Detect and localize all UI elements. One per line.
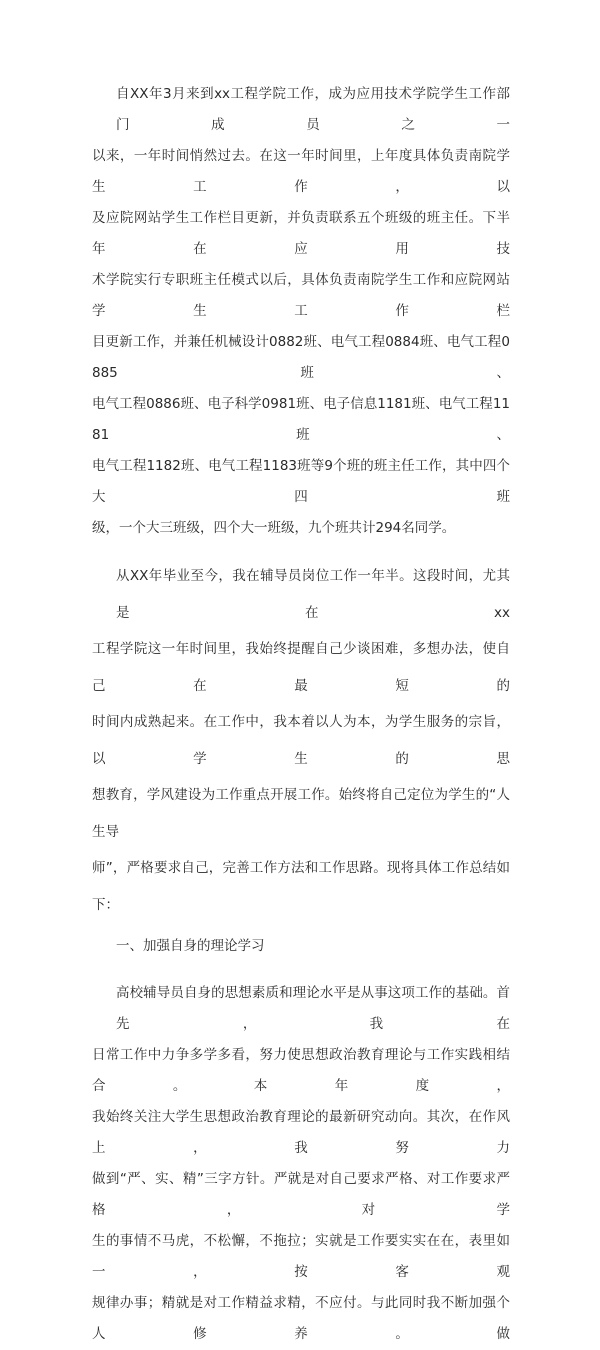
text-line: 及应院网站学生工作栏目更新，并负责联系五个班级的班主任。下半年在应用技 (92, 210, 510, 257)
text-line: 电气工程0886班、电子科学0981班、电子信息1181班、电气工程1181班、 (92, 396, 510, 443)
text-line: 目更新工作，并兼任机械设计0882班、电气工程0884班、电气工程0885班、 (92, 334, 510, 381)
text-line: 电气工程1182班、电气工程1183班等9个班的班主任工作，其中四个大四班 (92, 458, 510, 505)
text-line: 术学院实行专职班主任模式以后，具体负责南院学生工作和应院网站学生工作栏 (92, 272, 510, 319)
text-line: 自XX年3月来到xx工程学院工作，成为应用技术学院学生工作部门成员之一 (116, 86, 510, 133)
paragraph-1 (92, 79, 510, 544)
text-line: 我始终关注大学生思想政治教育理论的最新研究动向。其次，在作风上，我努力 (92, 1109, 510, 1156)
text-line: 日常工作中力争多学多看，努力使思想政治教育理论与工作实践相结合。本年度， (92, 1047, 510, 1094)
text-line: 工程学院这一年时间里，我始终提醒自己少谈困难，多想办法，使自己在最短的 (92, 641, 510, 694)
text-line: 想教育，学风建设为工作重点开展工作。始终将自己定位为学生的“人生导 (92, 787, 510, 840)
text-line: 生的事情不马虎，不松懈，不拖拉；实就是工作要实实在在，表里如一，按客观 (92, 1233, 510, 1280)
text-line: 师”，严格要求自己，完善工作方法和工作思路。现将具体工作总结如下： (92, 860, 510, 913)
text-line: 高校辅导员自身的思想素质和理论水平是从事这项工作的基础。首先，我在 (116, 985, 510, 1032)
paragraph-3 (92, 978, 510, 1350)
text-line: 时间内成熟起来。在工作中，我本着以人为本，为学生服务的宗旨，以学生的思 (92, 714, 510, 767)
paragraph-2 (92, 558, 510, 923)
text-line: 规律办事；精就是对工作精益求精，不应付。与此同时我不断加强个人修养。做 (92, 1295, 510, 1342)
text-line: 做到“严、实、精”三字方针。严就是对自己要求严格、对工作要求严格，对学 (92, 1171, 510, 1218)
section-heading: 一、加强自身的理论学习 (116, 938, 265, 954)
text-line: 以来，一年时间悄然过去。在这一年时间里，上年度具体负责南院学生工作，以 (92, 148, 510, 195)
text-line: 从XX年毕业至今，我在辅导员岗位工作一年半。这段时间，尤其是在xx (116, 568, 510, 621)
text-line: 级，一个大三班级，四个大一班级，九个班共计294名同学。 (92, 520, 456, 536)
